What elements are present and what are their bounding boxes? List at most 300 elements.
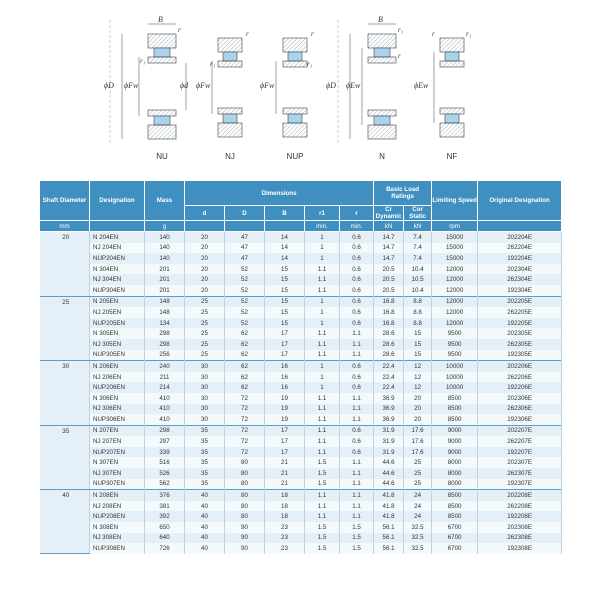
cell-original-designation: 262206E (478, 372, 562, 383)
cell-B: 17 (265, 328, 305, 339)
cell-cor-static: 8.8 (404, 318, 432, 329)
cell-mass: 726 (145, 543, 185, 554)
symbol-r: r (432, 30, 435, 38)
cell-d: 30 (185, 382, 225, 393)
cell-r1: 1.1 (305, 328, 340, 339)
table-row (40, 393, 562, 404)
cell-B: 15 (265, 318, 305, 329)
table-row (40, 307, 562, 318)
cell-cr-dynamic: 41.8 (374, 511, 404, 522)
cell-r: 0.6 (340, 285, 374, 296)
cell-D: 52 (225, 264, 265, 275)
cell-r: 1.5 (340, 522, 374, 533)
cell-original-designation: 202306E (478, 393, 562, 404)
cell-cor-static: 15 (404, 328, 432, 339)
cell-designation: NUP208EN (90, 511, 145, 522)
unit-mass: g (145, 221, 185, 232)
cell-original-designation: 192306E (478, 414, 562, 425)
cell-mass: 410 (145, 393, 185, 404)
cell-cr-dynamic: 14.7 (374, 232, 404, 243)
cell-d: 40 (185, 543, 225, 554)
cell-limiting-speed: 8500 (432, 511, 478, 522)
cell-r: 0.6 (340, 264, 374, 275)
symbol-r: r (246, 30, 249, 38)
cell-r1: 1 (305, 243, 340, 254)
cell-d: 25 (185, 328, 225, 339)
cell-original-designation: 202305E (478, 328, 562, 339)
cell-r: 1.1 (340, 511, 374, 522)
cell-mass: 298 (145, 328, 185, 339)
cell-original-designation: 192307E (478, 479, 562, 490)
unit-d (185, 221, 225, 232)
cell-B: 21 (265, 479, 305, 490)
cell-cr-dynamic: 36.9 (374, 393, 404, 404)
cell-designation: N 206EN (90, 361, 145, 372)
cell-d: 40 (185, 533, 225, 544)
cell-d: 20 (185, 264, 225, 275)
cell-r: 1.1 (340, 339, 374, 350)
cell-d: 25 (185, 296, 225, 307)
cell-designation: NUP207EN (90, 447, 145, 458)
symbol-r1: r₁ (210, 60, 216, 68)
cell-mass: 526 (145, 468, 185, 479)
cell-cor-static: 25 (404, 479, 432, 490)
bearing-diagram-svg (0, 0, 600, 150)
cell-r: 0.6 (340, 372, 374, 383)
cell-r1: 1.1 (305, 414, 340, 425)
cell-B: 23 (265, 543, 305, 554)
cell-cr-dynamic: 22.4 (374, 361, 404, 372)
cell-d: 20 (185, 253, 225, 264)
cell-mass: 256 (145, 350, 185, 361)
cell-designation: N 207EN (90, 425, 145, 436)
cell-limiting-speed: 12000 (432, 318, 478, 329)
cell-r: 0.6 (340, 307, 374, 318)
cell-r: 1.1 (340, 414, 374, 425)
symbol-r1: r₁ (307, 60, 313, 68)
cell-B: 15 (265, 274, 305, 285)
cell-limiting-speed: 9500 (432, 339, 478, 350)
unit-designation (90, 221, 145, 232)
cell-mass: 650 (145, 522, 185, 533)
cell-D: 90 (225, 522, 265, 533)
cell-mass: 148 (145, 307, 185, 318)
cell-mass: 381 (145, 501, 185, 512)
cell-r1: 1.1 (305, 404, 340, 415)
cell-mass: 214 (145, 382, 185, 393)
cell-limiting-speed: 12000 (432, 274, 478, 285)
cell-r1: 1 (305, 382, 340, 393)
cell-D: 80 (225, 511, 265, 522)
cell-B: 17 (265, 436, 305, 447)
cell-shaft-diameter: 40 (40, 490, 90, 554)
cell-original-designation: 192208E (478, 511, 562, 522)
cell-r1: 1.1 (305, 436, 340, 447)
cell-D: 62 (225, 361, 265, 372)
cell-designation: NJ 307EN (90, 468, 145, 479)
cell-r: 0.6 (340, 232, 374, 243)
table-row (40, 382, 562, 393)
cell-original-designation: 192305E (478, 350, 562, 361)
table-row (40, 447, 562, 458)
cell-limiting-speed: 12000 (432, 296, 478, 307)
cell-r1: 1.1 (305, 490, 340, 501)
table-row (40, 522, 562, 533)
cell-limiting-speed: 9500 (432, 328, 478, 339)
table-row (40, 543, 562, 554)
cell-limiting-speed: 9000 (432, 447, 478, 458)
header-load-ratings: Basic Load Ratings (374, 181, 432, 206)
symbol-r1: r₁ (466, 30, 472, 38)
cell-designation: N 307EN (90, 457, 145, 468)
cell-original-designation: 262307E (478, 468, 562, 479)
cell-cor-static: 15 (404, 339, 432, 350)
cell-original-designation: 262204E (478, 243, 562, 254)
cell-original-designation: 202308E (478, 522, 562, 533)
cell-cor-static: 17.6 (404, 425, 432, 436)
cell-cor-static: 15 (404, 350, 432, 361)
cell-r1: 1.1 (305, 339, 340, 350)
symbol-B: B (378, 15, 383, 24)
cell-shaft-diameter: 20 (40, 232, 90, 297)
header-original-designation: Original Designation (478, 181, 562, 221)
cell-original-designation: 192308E (478, 543, 562, 554)
cell-r: 0.6 (340, 382, 374, 393)
table-row (40, 511, 562, 522)
header-r: r (340, 206, 374, 221)
cell-r1: 1.5 (305, 479, 340, 490)
diagram-label-nu: NU (156, 152, 168, 161)
cell-cor-static: 8.8 (404, 307, 432, 318)
cell-D: 72 (225, 447, 265, 458)
cell-cor-static: 17.6 (404, 436, 432, 447)
table-row (40, 274, 562, 285)
cell-cr-dynamic: 56.1 (374, 543, 404, 554)
cell-cr-dynamic: 36.9 (374, 404, 404, 415)
cell-cor-static: 10.4 (404, 264, 432, 275)
cell-r: 1.1 (340, 479, 374, 490)
cell-limiting-speed: 12000 (432, 307, 478, 318)
cell-d: 20 (185, 243, 225, 254)
diagram-nf (414, 30, 471, 137)
cell-limiting-speed: 6700 (432, 533, 478, 544)
cell-r: 1.5 (340, 533, 374, 544)
cell-r1: 1.5 (305, 468, 340, 479)
header-designation: Designation (90, 181, 145, 221)
cell-D: 52 (225, 285, 265, 296)
header-cor: Cor Static (404, 206, 432, 221)
cell-D: 72 (225, 425, 265, 436)
cell-cor-static: 24 (404, 490, 432, 501)
cell-cor-static: 24 (404, 511, 432, 522)
cell-r1: 1.1 (305, 264, 340, 275)
cell-designation: NUP205EN (90, 318, 145, 329)
cell-r: 0.6 (340, 361, 374, 372)
cell-cr-dynamic: 44.6 (374, 479, 404, 490)
cell-d: 35 (185, 425, 225, 436)
symbol-Fw: ϕFw (196, 81, 211, 90)
unit-r: min. (340, 221, 374, 232)
cell-designation: N 306EN (90, 393, 145, 404)
cell-D: 90 (225, 543, 265, 554)
symbol-Fw: ϕFw (260, 81, 275, 90)
cell-cr-dynamic: 36.9 (374, 414, 404, 425)
cell-cor-static: 7.4 (404, 243, 432, 254)
cell-cr-dynamic: 56.1 (374, 522, 404, 533)
cell-cr-dynamic: 20.5 (374, 285, 404, 296)
cell-B: 21 (265, 457, 305, 468)
cell-mass: 410 (145, 414, 185, 425)
cell-limiting-speed: 15000 (432, 232, 478, 243)
symbol-D: ϕD (104, 81, 114, 90)
cell-cr-dynamic: 16.8 (374, 307, 404, 318)
cell-limiting-speed: 12000 (432, 285, 478, 296)
symbol-Ew: ϕEw (346, 81, 361, 90)
cell-mass: 339 (145, 447, 185, 458)
cell-designation: NUP307EN (90, 479, 145, 490)
cell-D: 62 (225, 350, 265, 361)
cell-original-designation: 262208E (478, 501, 562, 512)
cell-cor-static: 12 (404, 372, 432, 383)
cell-cr-dynamic: 28.6 (374, 339, 404, 350)
cell-mass: 134 (145, 318, 185, 329)
cell-r: 0.6 (340, 436, 374, 447)
cell-shaft-diameter: 35 (40, 425, 90, 490)
cell-D: 80 (225, 490, 265, 501)
cell-designation: NJ 208EN (90, 501, 145, 512)
cell-r: 0.6 (340, 447, 374, 458)
cell-cr-dynamic: 20.5 (374, 264, 404, 275)
unit-shaft: mm (40, 221, 90, 232)
cell-limiting-speed: 8000 (432, 479, 478, 490)
cell-designation: NJ 207EN (90, 436, 145, 447)
cell-original-designation: 192207E (478, 447, 562, 458)
cell-r: 0.6 (340, 253, 374, 264)
unit-cor: kN (404, 221, 432, 232)
cell-cor-static: 20 (404, 414, 432, 425)
cell-mass: 298 (145, 425, 185, 436)
cell-limiting-speed: 9000 (432, 425, 478, 436)
cell-shaft-diameter: 30 (40, 361, 90, 426)
cell-r1: 1.5 (305, 457, 340, 468)
cell-D: 52 (225, 296, 265, 307)
cell-cr-dynamic: 41.8 (374, 490, 404, 501)
cell-original-designation: 262205E (478, 307, 562, 318)
cell-d: 25 (185, 307, 225, 318)
cell-mass: 516 (145, 457, 185, 468)
cell-designation: NJ 304EN (90, 274, 145, 285)
symbol-r: r (178, 26, 181, 34)
cell-designation: NUP304EN (90, 285, 145, 296)
cell-B: 18 (265, 501, 305, 512)
cell-D: 80 (225, 479, 265, 490)
cell-designation: NUP206EN (90, 382, 145, 393)
table-row (40, 264, 562, 275)
cell-original-designation: 262306E (478, 404, 562, 415)
cell-cr-dynamic: 31.9 (374, 447, 404, 458)
bearing-diagrams (0, 0, 600, 178)
cell-d: 20 (185, 285, 225, 296)
cell-cor-static: 10.5 (404, 274, 432, 285)
cell-r: 0.6 (340, 274, 374, 285)
cell-d: 35 (185, 436, 225, 447)
cell-original-designation: 262308E (478, 533, 562, 544)
cell-designation: NUP204EN (90, 253, 145, 264)
cell-original-designation: 262304E (478, 274, 562, 285)
cell-designation: NUP308EN (90, 543, 145, 554)
table-row (40, 457, 562, 468)
cell-mass: 140 (145, 253, 185, 264)
diagram-label-nup: NUP (286, 152, 304, 161)
cell-B: 15 (265, 264, 305, 275)
diagram-label-nf: NF (446, 152, 458, 161)
cell-original-designation: 202204E (478, 232, 562, 243)
cell-limiting-speed: 15000 (432, 243, 478, 254)
cell-d: 30 (185, 372, 225, 383)
cell-cr-dynamic: 41.8 (374, 501, 404, 512)
cell-mass: 140 (145, 243, 185, 254)
unit-r1: min. (305, 221, 340, 232)
cell-d: 20 (185, 232, 225, 243)
cell-limiting-speed: 9500 (432, 350, 478, 361)
cell-cor-static: 24 (404, 501, 432, 512)
header-cr: Cr Dynamic (374, 206, 404, 221)
table-row (40, 339, 562, 350)
cell-limiting-speed: 12000 (432, 264, 478, 275)
cell-cr-dynamic: 14.7 (374, 243, 404, 254)
cell-r1: 1.1 (305, 393, 340, 404)
table-row (40, 533, 562, 544)
table-row (40, 361, 562, 372)
cell-D: 90 (225, 533, 265, 544)
cell-D: 62 (225, 339, 265, 350)
cell-D: 72 (225, 404, 265, 415)
cell-cr-dynamic: 56.1 (374, 533, 404, 544)
cell-B: 17 (265, 339, 305, 350)
cell-limiting-speed: 10000 (432, 382, 478, 393)
cell-designation: NJ 206EN (90, 372, 145, 383)
cell-D: 80 (225, 468, 265, 479)
cell-mass: 140 (145, 232, 185, 243)
cell-d: 40 (185, 511, 225, 522)
cell-B: 21 (265, 468, 305, 479)
cell-cr-dynamic: 31.9 (374, 425, 404, 436)
cell-cor-static: 12 (404, 382, 432, 393)
table-units-row (40, 221, 562, 232)
cell-r1: 1.1 (305, 274, 340, 285)
cell-limiting-speed: 10000 (432, 372, 478, 383)
cell-d: 30 (185, 361, 225, 372)
header-r1: r1 (305, 206, 340, 221)
cell-original-designation: 192205E (478, 318, 562, 329)
cell-original-designation: 192206E (478, 382, 562, 393)
cell-designation: NJ 305EN (90, 339, 145, 350)
cell-d: 25 (185, 339, 225, 350)
cell-r1: 1 (305, 296, 340, 307)
cell-limiting-speed: 8000 (432, 468, 478, 479)
cell-original-designation: 202205E (478, 296, 562, 307)
cell-r1: 1.5 (305, 522, 340, 533)
cell-D: 47 (225, 243, 265, 254)
cell-d: 40 (185, 501, 225, 512)
cell-D: 47 (225, 232, 265, 243)
cell-mass: 392 (145, 511, 185, 522)
cell-cor-static: 7.4 (404, 253, 432, 264)
unit-B (265, 221, 305, 232)
cell-cr-dynamic: 44.6 (374, 457, 404, 468)
table-row (40, 285, 562, 296)
cell-r: 1.1 (340, 457, 374, 468)
table-row (40, 372, 562, 383)
unit-D (225, 221, 265, 232)
cell-d: 35 (185, 457, 225, 468)
cell-cor-static: 20 (404, 404, 432, 415)
cell-limiting-speed: 8500 (432, 501, 478, 512)
cell-mass: 240 (145, 361, 185, 372)
cell-limiting-speed: 15000 (432, 253, 478, 264)
header-d: d (185, 206, 225, 221)
table-row (40, 490, 562, 501)
cell-r1: 1 (305, 372, 340, 383)
cell-B: 14 (265, 232, 305, 243)
cell-original-designation: 202207E (478, 425, 562, 436)
cell-original-designation: 262207E (478, 436, 562, 447)
cell-r1: 1 (305, 253, 340, 264)
cell-cor-static: 17.6 (404, 447, 432, 458)
table-row (40, 425, 562, 436)
cell-shaft-diameter: 25 (40, 296, 90, 361)
cell-D: 52 (225, 274, 265, 285)
cell-B: 18 (265, 490, 305, 501)
diagram-n (326, 15, 403, 145)
cell-original-designation: 192304E (478, 285, 562, 296)
table-row (40, 296, 562, 307)
cell-r1: 1.1 (305, 285, 340, 296)
header-B: B (265, 206, 305, 221)
cell-mass: 562 (145, 479, 185, 490)
diagram-label-nj: NJ (225, 152, 235, 161)
unit-original (478, 221, 562, 232)
cell-cor-static: 25 (404, 468, 432, 479)
cell-limiting-speed: 8500 (432, 414, 478, 425)
cell-B: 19 (265, 404, 305, 415)
cell-B: 14 (265, 243, 305, 254)
cell-mass: 410 (145, 404, 185, 415)
cell-D: 80 (225, 457, 265, 468)
cell-original-designation: 262305E (478, 339, 562, 350)
cell-designation: N 204EN (90, 232, 145, 243)
cell-original-designation: 202208E (478, 490, 562, 501)
cell-r: 1.1 (340, 468, 374, 479)
cell-B: 17 (265, 350, 305, 361)
symbol-B: B (158, 15, 163, 24)
unit-cr: kN (374, 221, 404, 232)
diagram-label-n: N (379, 152, 385, 161)
cell-designation: N 308EN (90, 522, 145, 533)
cell-cor-static: 25 (404, 457, 432, 468)
header-limiting-speed: Limiting Speed (432, 181, 478, 221)
symbol-D: ϕD (326, 81, 336, 90)
cell-r1: 1.1 (305, 425, 340, 436)
cell-limiting-speed: 6700 (432, 522, 478, 533)
cell-r1: 1.1 (305, 501, 340, 512)
cell-D: 72 (225, 393, 265, 404)
symbol-Ew: ϕEw (414, 81, 429, 90)
cell-limiting-speed: 8000 (432, 457, 478, 468)
cell-designation: NJ 204EN (90, 243, 145, 254)
cell-D: 72 (225, 414, 265, 425)
cell-r1: 1 (305, 318, 340, 329)
